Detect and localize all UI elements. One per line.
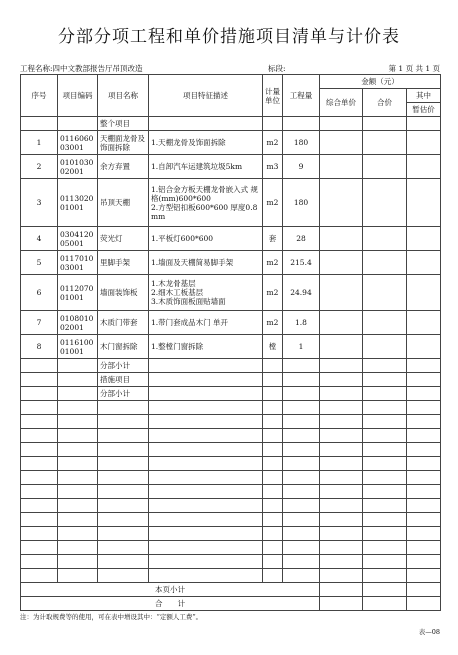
- section-row: [21, 117, 441, 131]
- table-row: [21, 155, 441, 179]
- cell-desc: 1.天棚龙骨及饰面拆除: [149, 131, 263, 155]
- empty-row: [21, 443, 441, 457]
- cell-qty: 28: [283, 227, 320, 251]
- cell-unit: m3: [263, 155, 283, 179]
- cell-qty: 1: [283, 335, 320, 359]
- cell-name: 吊顶天棚: [98, 179, 149, 227]
- cell-unit: m2: [263, 275, 283, 311]
- bill-of-quantities-table: [20, 74, 441, 611]
- cell-unit: 套: [263, 227, 283, 251]
- empty-row: [21, 527, 441, 541]
- cell-unit: 樘: [263, 335, 283, 359]
- cell-qty: 215.4: [283, 251, 320, 275]
- header-desc: 项目特征描述: [149, 75, 263, 117]
- empty-row: [21, 499, 441, 513]
- subtotal-label: 分部小计: [98, 387, 149, 401]
- empty-row: [21, 429, 441, 443]
- cell-qty: 180: [283, 131, 320, 155]
- cell-code: 010103002001: [58, 155, 98, 179]
- page-info: 第 1 页 共 1 页: [388, 64, 440, 73]
- empty-row: [21, 485, 441, 499]
- empty-row: [21, 541, 441, 555]
- page-title: 分部分项工程和单价措施项目清单与计价表: [58, 27, 400, 47]
- empty-row: [21, 569, 441, 583]
- footnote: 注：为计取规费等的使用，可在表中增设其中：“定额人工费”。: [20, 613, 203, 621]
- cell-seq: 7: [21, 311, 58, 335]
- cell-name: 墙面装饰板: [98, 275, 149, 311]
- table-row: [21, 275, 441, 311]
- cell-name: 余方弃置: [98, 155, 149, 179]
- table-row: [21, 311, 441, 335]
- cell-seq: 4: [21, 227, 58, 251]
- header-qty: 工程量: [283, 75, 320, 117]
- header-provisional: 暂估价: [407, 103, 441, 117]
- grand-total-label: 合 计: [21, 597, 320, 611]
- header-code: 项目编码: [58, 75, 98, 117]
- empty-row: [21, 513, 441, 527]
- cell-code: 011302001001: [58, 179, 98, 227]
- cell-desc: 1.平板灯600*600: [149, 227, 263, 251]
- cell-name: 天棚面龙骨及饰面拆除: [98, 131, 149, 155]
- cell-desc: 1.自卸汽车运建筑垃圾5km: [149, 155, 263, 179]
- section-label-cell: 整个项目: [98, 117, 149, 131]
- page-subtotal-label: 本页小计: [21, 583, 320, 597]
- cell-unit: m2: [263, 251, 283, 275]
- measures-label: 措施项目: [98, 373, 149, 387]
- cell-desc: 1.铝合金方板天棚龙骨嵌入式 规格(mm)600*600 2.方型铝扣板600*600 厚度0.8mm: [149, 179, 263, 227]
- subtotal-row: [21, 359, 441, 373]
- cell-unit: m2: [263, 311, 283, 335]
- header-total: 合价: [363, 89, 407, 117]
- cell-seq: 2: [21, 155, 58, 179]
- project-label: 工程名称:: [20, 64, 53, 73]
- header-name: 项目名称: [98, 75, 149, 117]
- cell-seq: 5: [21, 251, 58, 275]
- cell-qty: 24.94: [283, 275, 320, 311]
- header-unit-price: 综合单价: [320, 89, 363, 117]
- empty-row: [21, 555, 441, 569]
- measures-row: [21, 373, 441, 387]
- cell-desc: 1.木龙骨基层 2.细木工板基层 3.木质饰面板面贴墙面: [149, 275, 263, 311]
- empty-row: [21, 401, 441, 415]
- cell-seq: 6: [21, 275, 58, 311]
- table-row: [21, 131, 441, 155]
- cell-code: 011701003001: [58, 251, 98, 275]
- cell-name: 里脚手架: [98, 251, 149, 275]
- cell-name: 木门窗拆除: [98, 335, 149, 359]
- cell-code: 011606003001: [58, 131, 98, 155]
- table-row: [21, 179, 441, 227]
- cell-code: 010801002001: [58, 311, 98, 335]
- cell-seq: 1: [21, 131, 58, 155]
- project-name: 四中文教部报告厅吊顶改造: [52, 64, 143, 73]
- cell-qty: 180: [283, 179, 320, 227]
- cell-name: 木质门带套: [98, 311, 149, 335]
- table-row: [21, 335, 441, 359]
- cell-seq: 8: [21, 335, 58, 359]
- cell-qty: 1.8: [283, 311, 320, 335]
- cell-code: 030412005001: [58, 227, 98, 251]
- cell-code: 011207001001: [58, 275, 98, 311]
- empty-row: [21, 415, 441, 429]
- header-amount: 金额（元）: [320, 75, 441, 89]
- cell-desc: 1.整樘门窗拆除: [149, 335, 263, 359]
- grand-total-row: [21, 597, 441, 611]
- table-row: [21, 227, 441, 251]
- table-row: [21, 251, 441, 275]
- empty-row: [21, 457, 441, 471]
- header-seq: 序号: [21, 75, 58, 117]
- cell-seq: 3: [21, 179, 58, 227]
- cell-name: 荧光灯: [98, 227, 149, 251]
- cell-desc: 1.墙面及天棚简易脚手架: [149, 251, 263, 275]
- cell-desc: 1.带门套成品木门 单开: [149, 311, 263, 335]
- subtotal-label: 分部小计: [98, 359, 149, 373]
- cell-qty: 9: [283, 155, 320, 179]
- cell-unit: m2: [263, 131, 283, 155]
- page-subtotal-row: [21, 583, 441, 597]
- project-name-line: [20, 63, 143, 74]
- header-of-which: 其中: [407, 89, 441, 103]
- form-number: 表—08: [418, 628, 440, 636]
- cell-code: 011610001001: [58, 335, 98, 359]
- header-unit: 计量单位: [263, 75, 283, 117]
- section-label: 标段:: [268, 64, 286, 73]
- empty-row: [21, 471, 441, 485]
- subtotal-row: [21, 387, 441, 401]
- cell-unit: m2: [263, 179, 283, 227]
